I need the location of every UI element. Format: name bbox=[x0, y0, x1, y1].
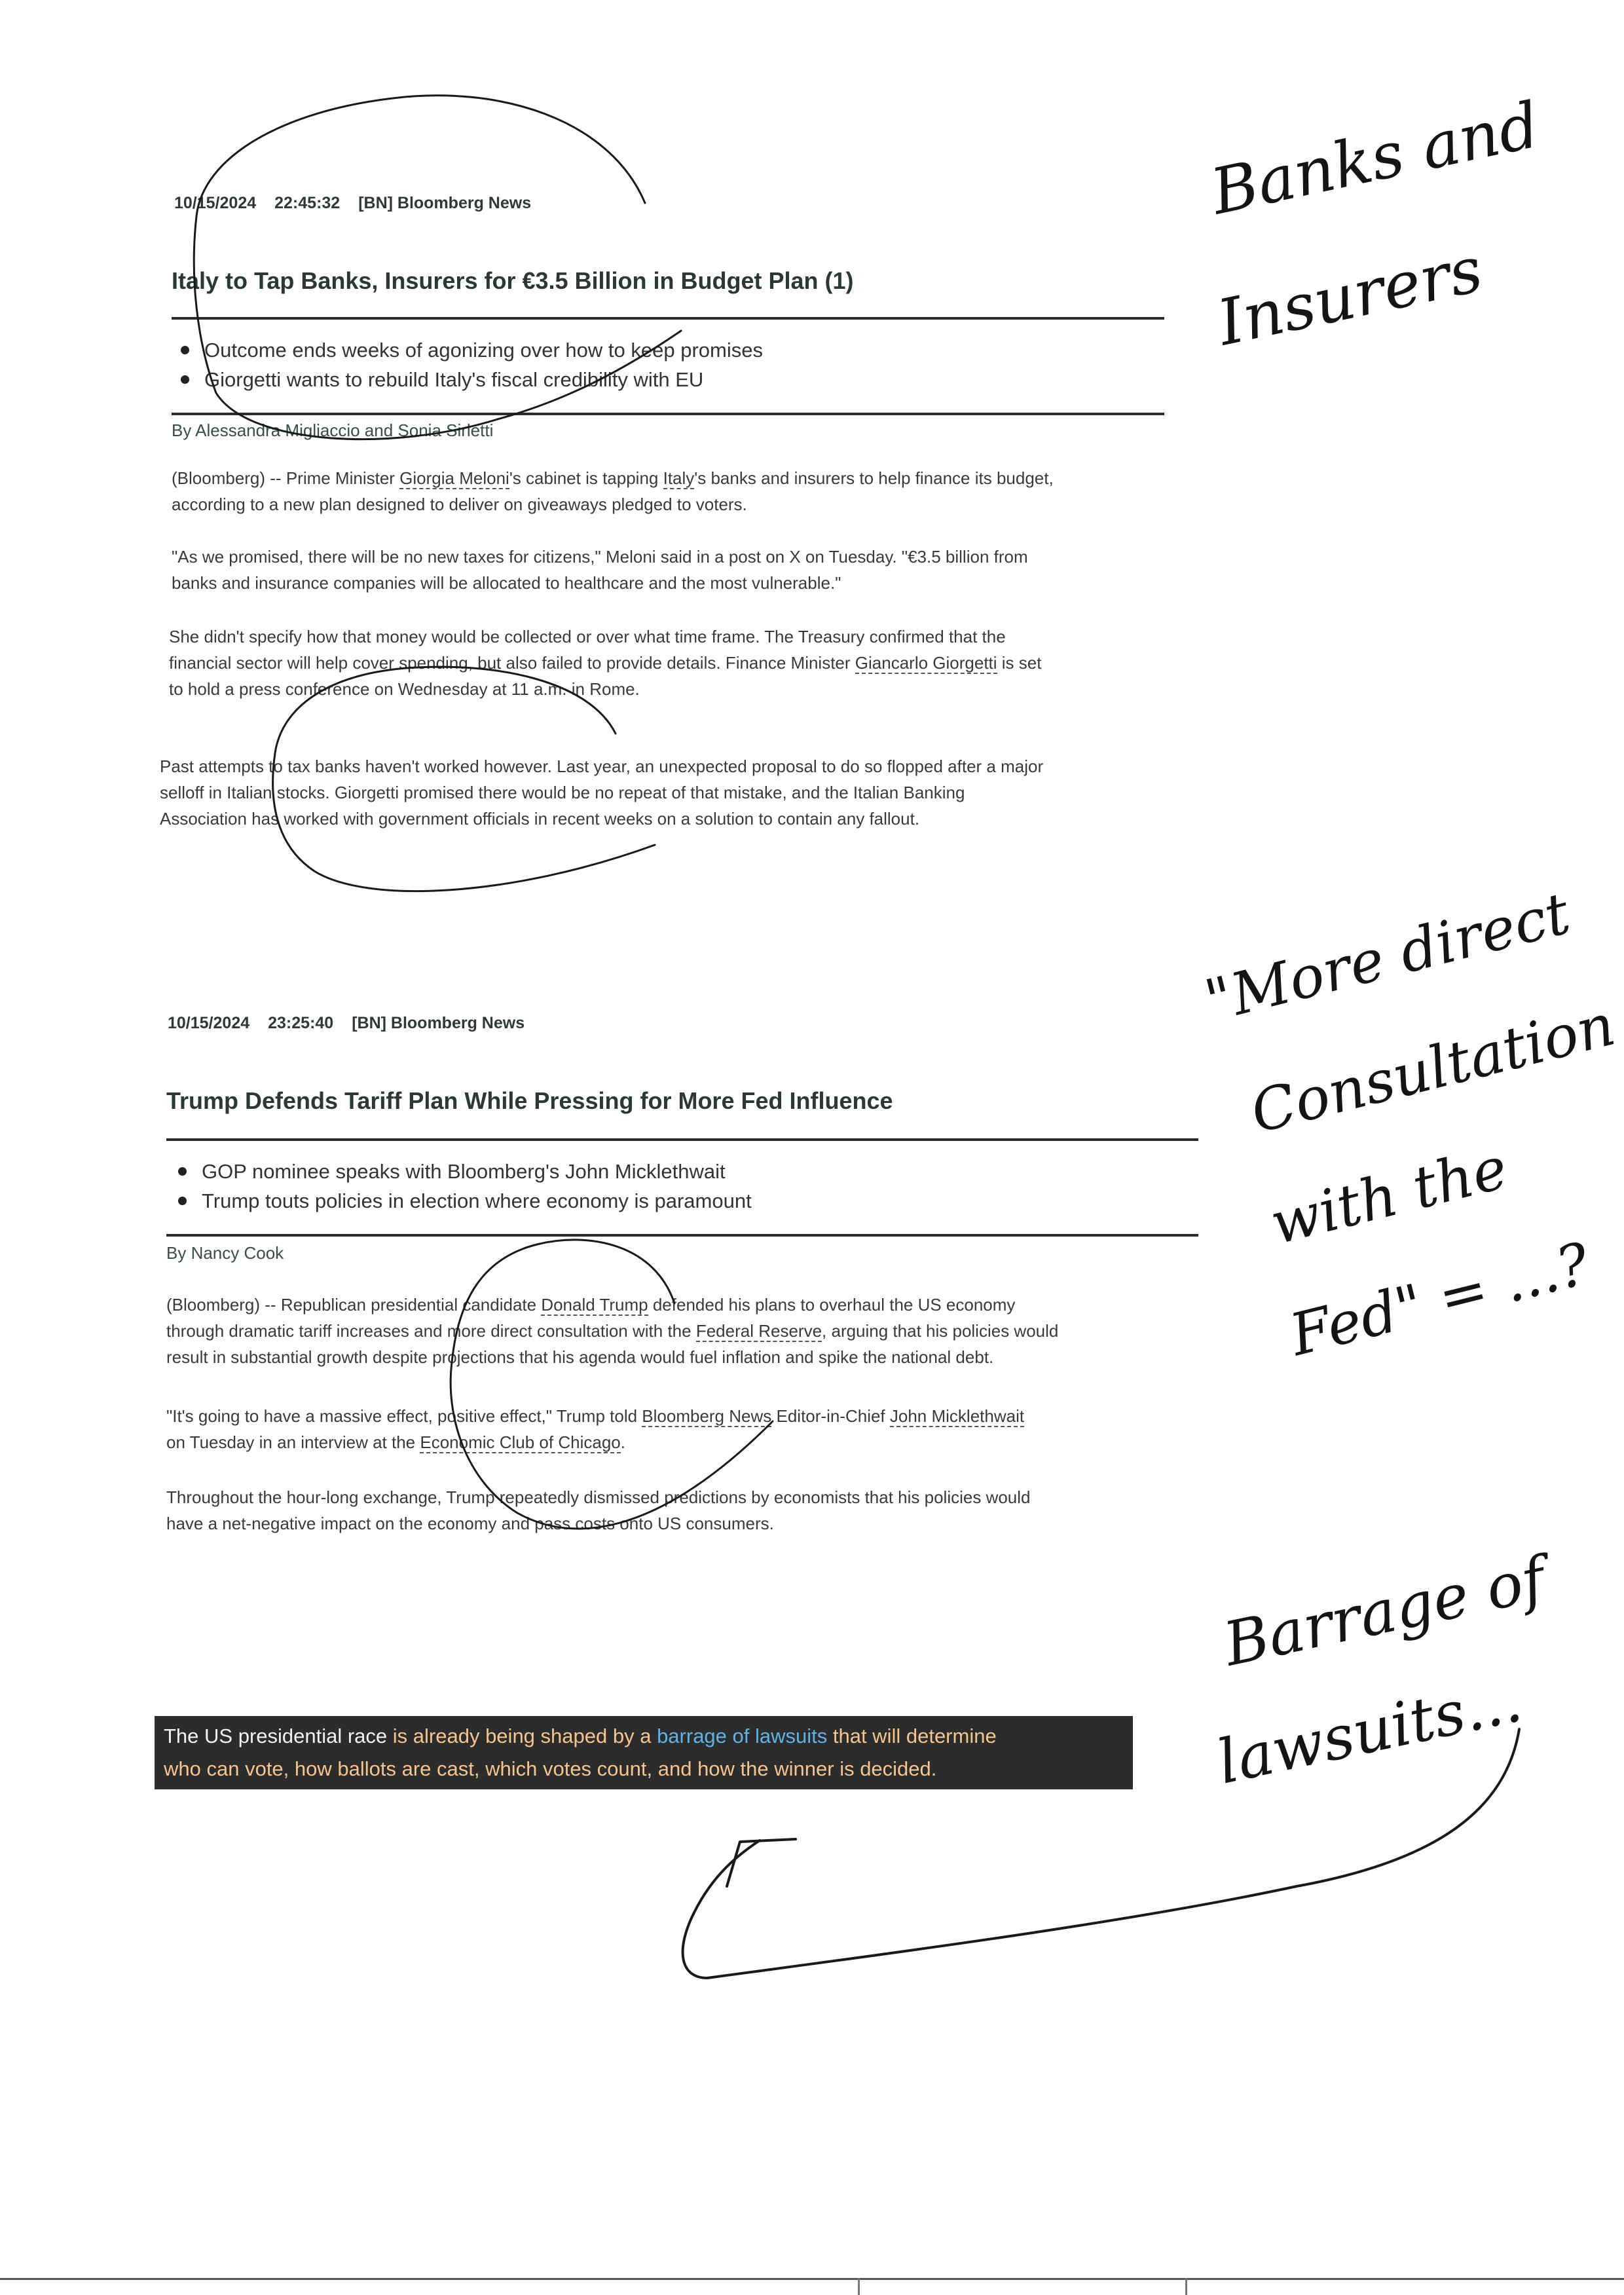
article1-paragraph-2: "As we promised, there will be no new taxes for citizens," Meloni said in a post on X on Tuesday. "€3.5 billion from banks and insurance companies will be allocated to healthcare and the most vulnerable." bbox=[172, 547, 1028, 593]
handwritten-note-banks-line2: Insurers bbox=[1211, 233, 1489, 360]
link-bloomberg-news[interactable]: Bloomberg News bbox=[642, 1406, 772, 1426]
handwritten-note-fed-line2: Consultation bbox=[1244, 990, 1622, 1146]
quote-link-barrage-of-lawsuits[interactable]: barrage of lawsuits bbox=[657, 1725, 828, 1747]
circle-article1-para4-scribble bbox=[273, 667, 655, 891]
circle-headline-scribble bbox=[194, 96, 681, 439]
page-footer-tick bbox=[1185, 2278, 1187, 2295]
article2-bullet: Trump touts policies in election where economy is paramount bbox=[173, 1186, 752, 1216]
article2-paragraph-1: (Bloomberg) -- Republican presidential candidate Donald Trump defended his plans to overhaul the US economy through dramatic tariff increases and more direct consultation with the Federal Reserve, arguing that his policies would result in substantial growth despite projections that his agenda would fuel inflation and spike the national debt. bbox=[166, 1295, 1059, 1367]
article1-bullet: Outcome ends weeks of agonizing over how to keep promises bbox=[175, 335, 763, 365]
article1-source: [BN] Bloomberg News bbox=[358, 194, 532, 212]
article1-bullet: Giorgetti wants to rebuild Italy's fiscal credibility with EU bbox=[175, 365, 763, 394]
article2-paragraph-2: "It's going to have a massive effect, positive effect," Trump told Bloomberg News Editor-in-Chief John Micklethwait on Tuesday in an interview at the Economic Club of Chicago. bbox=[166, 1406, 1025, 1452]
handwritten-note-fed-line4: Fed" = ...? bbox=[1283, 1229, 1596, 1369]
circle-article2-para1-scribble bbox=[451, 1240, 773, 1529]
arrow-to-quote-box bbox=[683, 1729, 1519, 1978]
link-giorgia-meloni[interactable]: Giorgia Meloni bbox=[399, 468, 509, 488]
article2-paragraph-3: Throughout the hour-long exchange, Trump repeatedly dismissed predictions by economists that his policies would have a net-negative impact on the economy and pass costs onto US consumers. bbox=[166, 1487, 1031, 1533]
link-economic-club-of-chicago[interactable]: Economic Club of Chicago bbox=[420, 1432, 621, 1452]
highlighted-quote-box: The US presidential race is already being shaped by a barrage of lawsuits that will determine who can vote, how ballots are cast, which votes count, and how the winner is decided. bbox=[155, 1716, 1133, 1789]
link-italy[interactable]: Italy bbox=[663, 468, 695, 488]
handwritten-note-fed-line1: "More direct bbox=[1198, 879, 1576, 1035]
page-footer-tick bbox=[858, 2278, 860, 2295]
article1-byline: By Alessandra Migliaccio and Sonia Sirletti bbox=[172, 420, 494, 440]
link-donald-trump[interactable]: Donald Trump bbox=[541, 1295, 648, 1315]
article1-paragraph-1: (Bloomberg) -- Prime Minister Giorgia Meloni's cabinet is tapping Italy's banks and insurers to help finance its budget, according to a new plan designed to deliver on giveaways pledged to voters. bbox=[172, 468, 1054, 514]
article1-time: 22:45:32 bbox=[274, 194, 341, 212]
article2-source: [BN] Bloomberg News bbox=[352, 1014, 525, 1032]
article1-headline: Italy to Tap Banks, Insurers for €3.5 Billion in Budget Plan (1) bbox=[172, 267, 854, 294]
arrow-head-stroke bbox=[727, 1839, 796, 1886]
article2-date: 10/15/2024 bbox=[168, 1014, 250, 1032]
link-giancarlo-giorgetti[interactable]: Giancarlo Giorgetti bbox=[855, 653, 997, 673]
article2-time: 23:25:40 bbox=[268, 1014, 334, 1032]
article2-bullet: GOP nominee speaks with Bloomberg's John Micklethwait bbox=[173, 1157, 752, 1186]
handwritten-note-fed-line3: with the bbox=[1264, 1134, 1514, 1258]
article2-headline: Trump Defends Tariff Plan While Pressing for More Fed Influence bbox=[166, 1087, 893, 1114]
page-footer-rule bbox=[0, 2278, 1624, 2280]
handwritten-note-lawsuits-line1: Barrage of bbox=[1218, 1543, 1551, 1680]
handwritten-note-lawsuits-line2: lawsuits... bbox=[1211, 1665, 1528, 1798]
link-federal-reserve[interactable]: Federal Reserve bbox=[695, 1321, 822, 1341]
handwritten-note-banks-line1: Banks and bbox=[1205, 88, 1546, 229]
article1-date: 10/15/2024 bbox=[174, 194, 257, 212]
article2-byline: By Nancy Cook bbox=[166, 1243, 284, 1263]
link-john-micklethwait[interactable]: John Micklethwait bbox=[889, 1406, 1025, 1426]
article1-paragraph-3: She didn't specify how that money would be collected or over what time frame. The Treasury confirmed that the financial sector will help cover spending, but also failed to provide details. Finance Minister Giancarlo Giorgetti is set to hold a press conference on Wednesday at 11 a.m. in Rome. bbox=[169, 627, 1042, 699]
article1-paragraph-4: Past attempts to tax banks haven't worked however. Last year, an unexpected proposal to do so flopped after a major selloff in Italian stocks. Giorgetti promised there would be no repeat of that mistake, and the Italian Banking Association has worked with government officials in recent weeks on a solution to contain any fallout. bbox=[160, 756, 1044, 829]
